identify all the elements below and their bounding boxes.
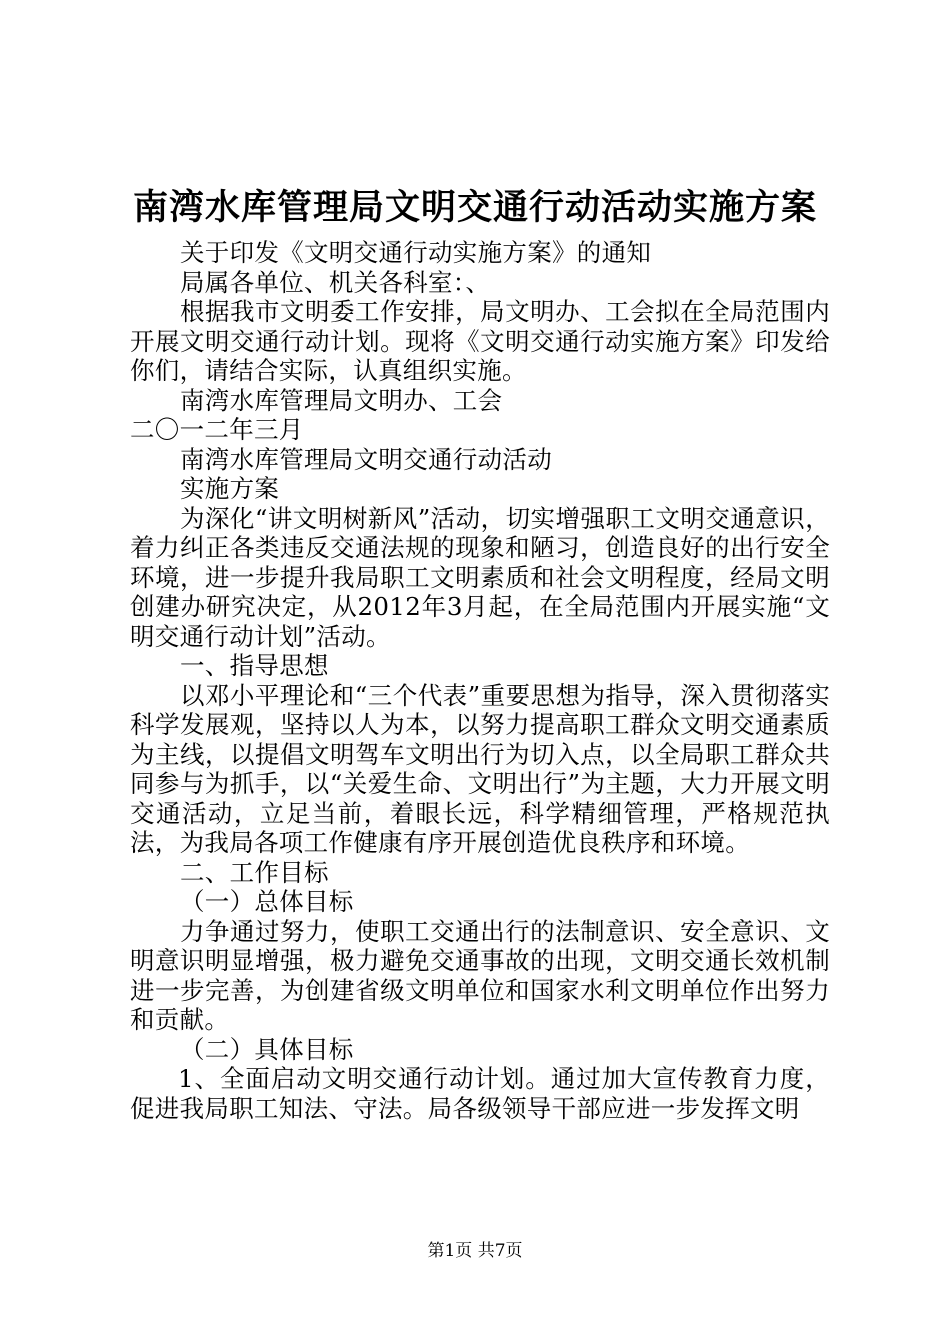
- subsection-heading: （二）具体目标: [180, 1034, 354, 1064]
- section-heading: 一、指导思想: [180, 651, 329, 680]
- paragraph: 实施方案: [180, 474, 280, 503]
- subsection-heading: （一）总体目标: [180, 887, 354, 916]
- paragraph: 关于印发《文明交通行动实施方案》的通知: [180, 238, 652, 267]
- paragraph: 南湾水库管理局文明交通行动活动: [180, 444, 552, 474]
- paragraph: 根据我市文明委工作安排，局文明办、工会拟在全局范围内开展文明交通行动计划。现将《文明交通行动实施方案》印发给你们，请结合实际，认真组织实施。: [130, 297, 830, 385]
- paragraph: 局属各单位、机关各科室：、: [180, 267, 491, 297]
- paragraph: 以邓小平理论和“三个代表”重要思想为指导，深入贯彻落实科学发展观，坚持以人为本，以努力提高职工群众文明交通素质为主线，以提倡文明驾车文明出行为切入点，以全局职工群众共同参与为抓手，以“关爱生命、文明出行”为主题，大力开展文明交通活动，立足当前，着眼长远，科学精细管理，严格规范执法，为我局各项工作健康有序开展创造优良秩序和环境。: [130, 680, 830, 857]
- document-body: [130, 238, 830, 1123]
- section-heading: 二、工作目标: [180, 857, 329, 887]
- paragraph: 南湾水库管理局文明办、工会: [180, 385, 503, 415]
- document-title: 南湾水库管理局文明交通行动活动实施方案: [132, 187, 817, 228]
- paragraph: 1、全面启动文明交通行动计划。通过加大宣传教育力度，促进我局职工知法、守法。局各级领导干部应进一步发挥文明: [130, 1064, 830, 1123]
- paragraph: 二〇一二年三月: [130, 415, 304, 444]
- page-number: 第1页 共7页: [427, 1241, 523, 1261]
- paragraph: 力争通过努力，使职工交通出行的法制意识、安全意识、文明意识明显增强，极力避免交通事故的出现，文明交通长效机制进一步完善，为创建省级文明单位和国家水利文明单位作出努力和贡献。: [130, 916, 830, 1034]
- paragraph: 为深化“讲文明树新风”活动，切实增强职工文明交通意识，着力纠正各类违反交通法规的现象和陋习，创造良好的出行安全环境，进一步提升我局职工文明素质和社会文明程度，经局文明创建办研究决定，从2012年3月起，在全局范围内开展实施“文明交通行动计划”活动。: [130, 503, 830, 651]
